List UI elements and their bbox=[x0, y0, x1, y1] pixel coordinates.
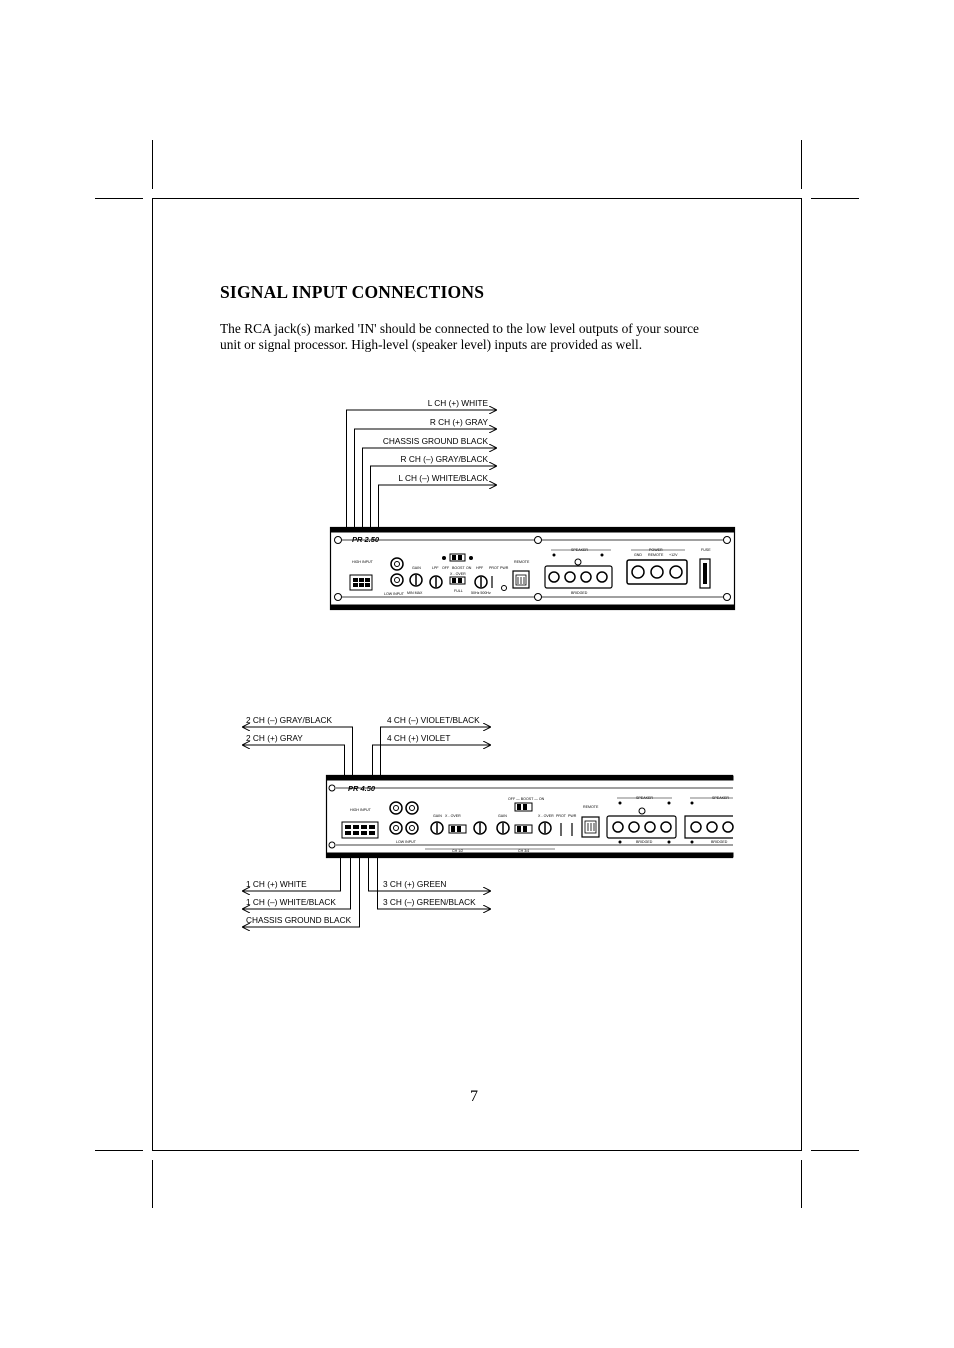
bridged-label: BRIDGED bbox=[636, 840, 653, 844]
wire-label: 2 CH (–) GRAY/BLACK bbox=[246, 715, 333, 725]
bridged-label: BRIDGED bbox=[571, 591, 588, 595]
prot-label: PROT bbox=[489, 566, 499, 570]
fuse-label: FUSE bbox=[701, 548, 711, 552]
hz-range-label: 50Hz 500Hz bbox=[471, 591, 491, 595]
xover-label: X - OVER bbox=[445, 814, 461, 818]
wire-label: R CH (–) GRAY/BLACK bbox=[400, 454, 488, 464]
high-input-connector bbox=[342, 822, 378, 838]
remote-label: REMOTE bbox=[583, 805, 599, 809]
pwr-label: PWR bbox=[568, 814, 577, 818]
gain-range-label: MIN MAX bbox=[407, 591, 423, 595]
speaker-label: SPEAKER bbox=[571, 548, 588, 552]
wire-label: CHASSIS GROUND BLACK bbox=[246, 915, 352, 925]
paragraph-line: The RCA jack(s) marked 'IN' should be connected to the low level outputs of your source bbox=[220, 321, 699, 336]
terminal-screw-icon bbox=[723, 822, 733, 832]
wire-label: 4 CH (+) VIOLET bbox=[387, 733, 451, 743]
on-label: ON bbox=[466, 566, 472, 570]
model-label: PR 2.50 bbox=[352, 535, 380, 544]
high-input-label: HIGH INPUT bbox=[352, 560, 373, 564]
xover-label: X - OVER bbox=[538, 814, 554, 818]
low-input-label: LOW INPUT bbox=[384, 592, 404, 596]
boost-label: BOOST bbox=[452, 566, 465, 570]
amp-panel-pr450 bbox=[327, 776, 734, 858]
wire-label: R CH (+) GRAY bbox=[429, 417, 488, 427]
bridged-label: BRIDGED bbox=[711, 840, 728, 844]
screw-icon bbox=[639, 808, 645, 814]
screw-icon bbox=[329, 842, 335, 848]
low-input-label: LOW INPUT bbox=[396, 840, 416, 844]
screw-icon bbox=[329, 785, 335, 791]
prot-label: PROT bbox=[556, 814, 566, 818]
terminal-screw-icon bbox=[645, 822, 655, 832]
terminal-screw-icon bbox=[629, 822, 639, 832]
model-label: PR 4.50 bbox=[348, 784, 376, 793]
wire-label: 1 CH (+) WHITE bbox=[246, 879, 307, 889]
wire-label: 3 CH (+) GREEN bbox=[383, 879, 447, 889]
page-number: 7 bbox=[470, 1088, 478, 1105]
remote-terminal-label: REMOTE bbox=[648, 553, 664, 557]
speaker-label: SPEAKER bbox=[636, 796, 653, 800]
pwr-label: PWR bbox=[500, 566, 509, 570]
gain-label: GAIN bbox=[433, 814, 442, 818]
full-label: FULL bbox=[454, 589, 463, 593]
wire-label: 4 CH (–) VIOLET/BLACK bbox=[387, 715, 480, 725]
speaker-label: SPEAKER bbox=[712, 796, 729, 800]
lpf-label: LPF bbox=[432, 566, 439, 570]
remote-label: REMOTE bbox=[514, 560, 530, 564]
ch34-label: CH 3/4 bbox=[518, 849, 530, 853]
xover-label: X - OVER bbox=[450, 572, 466, 576]
terminal-screw-icon bbox=[661, 822, 671, 832]
power-label: POWER bbox=[649, 548, 663, 552]
terminal-screw-icon bbox=[613, 822, 623, 832]
wire-label: 1 CH (–) WHITE/BLACK bbox=[246, 897, 336, 907]
gain-label: GAIN bbox=[498, 814, 507, 818]
plus12v-label: +12V bbox=[669, 553, 678, 557]
ch12-label: CH 1/2 bbox=[452, 849, 464, 853]
wire-label: L CH (+) WHITE bbox=[427, 398, 488, 408]
gnd-label: GND bbox=[634, 553, 642, 557]
page-title: SIGNAL INPUT CONNECTIONS bbox=[220, 282, 485, 302]
gain-label: GAIN bbox=[412, 566, 421, 570]
wire-label: CHASSIS GROUND BLACK bbox=[382, 436, 488, 446]
off-label: OFF bbox=[442, 566, 450, 570]
high-input-label: HIGH INPUT bbox=[350, 808, 371, 812]
terminal-screw-icon bbox=[707, 822, 717, 832]
wire-label: L CH (–) WHITE/BLACK bbox=[398, 473, 488, 483]
terminal-screw-icon bbox=[691, 822, 701, 832]
hpf-label: HPF bbox=[476, 566, 484, 570]
boost-label: OFF — BOOST — ON bbox=[508, 797, 545, 801]
wire-label: 3 CH (–) GREEN/BLACK bbox=[383, 897, 476, 907]
wire-label: 2 CH (+) GRAY bbox=[246, 733, 303, 743]
paragraph-line: unit or signal processor. High-level (speaker level) inputs are provided as well. bbox=[220, 337, 643, 352]
